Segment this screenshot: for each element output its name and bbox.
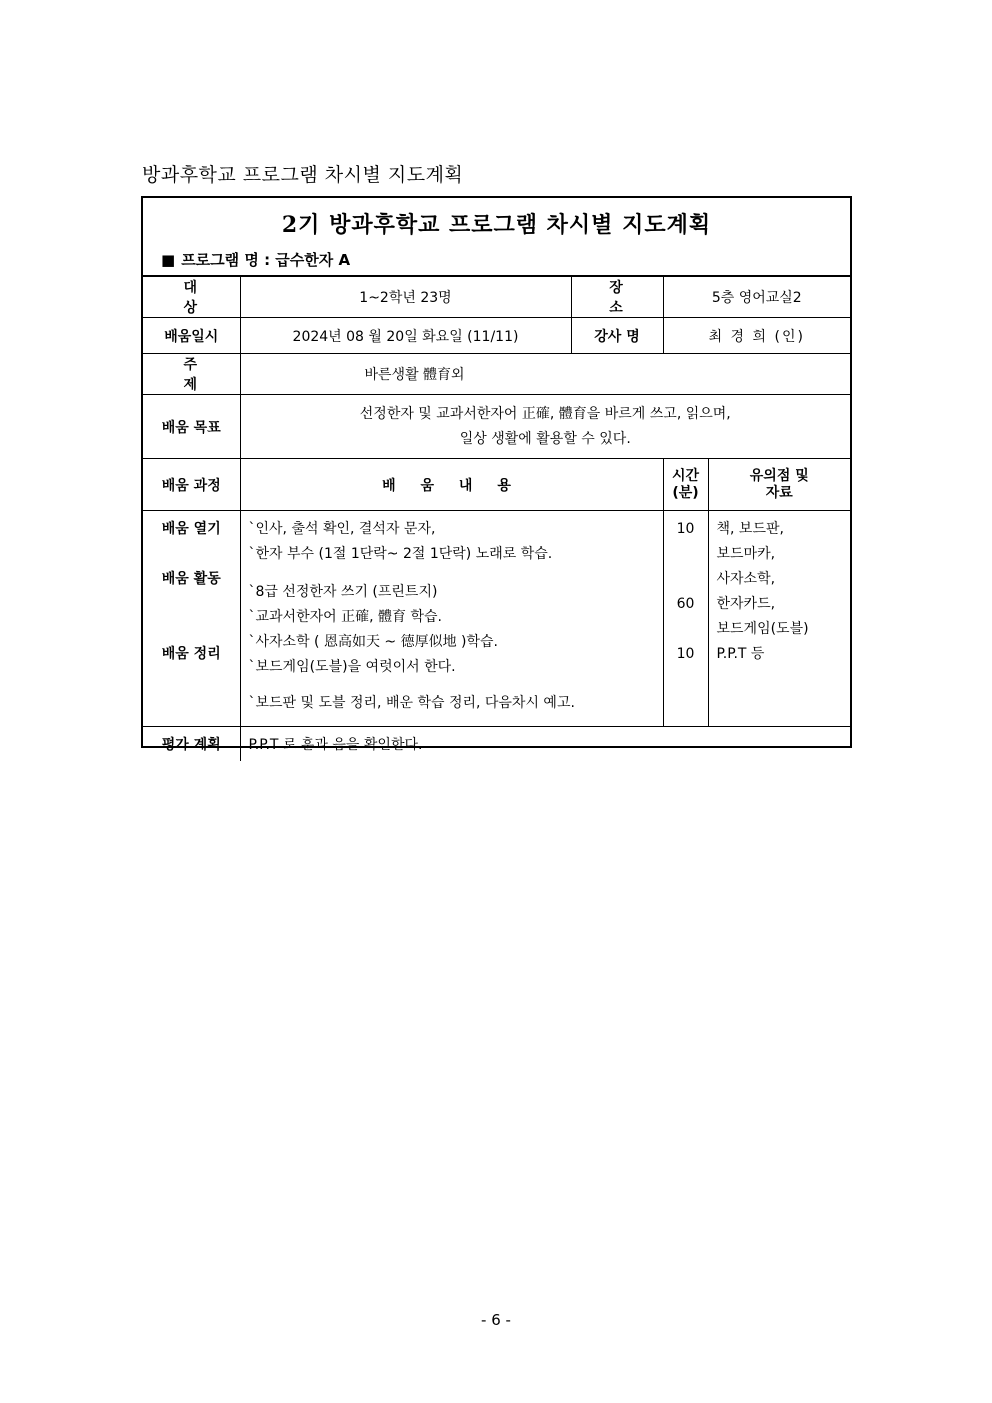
stage-closing: 배움 정리 [161, 646, 221, 662]
process-times [663, 511, 708, 727]
material-line: 책, 보드판, [716, 521, 784, 537]
time-value: 10 [676, 521, 695, 537]
notes-header: 유의점 및 자료 [708, 459, 850, 511]
goal-line: 선정한자 및 교과서한자어 正確, 體育을 바르게 쓰고, 읽으며, [359, 405, 731, 422]
square-bullet-icon: ■ [161, 251, 176, 269]
content-line: `한자 부수 (1절 1단락~ 2절 1단락) 노래로 학습. [248, 546, 553, 562]
goal-text [240, 395, 850, 459]
goal-label: 배움 목표 [143, 395, 240, 459]
date-label: 배움일시 [143, 318, 240, 354]
content-line: `보드게임(도블)을 여럿이서 한다. [248, 659, 456, 675]
content-line: `교과서한자어 正確, 體育 학습. [248, 609, 442, 625]
process-row [143, 511, 850, 727]
document-heading: 방과후학교 프로그램 차시별 지도계획 [142, 164, 464, 186]
stage-opening: 배움 열기 [161, 521, 221, 537]
plan-table [143, 275, 850, 761]
plan-title: 2기 방과후학교 프로그램 차시별 지도계획 [281, 212, 712, 238]
material-line: 한자카드, [716, 596, 776, 612]
process-header: 배움 과정 [143, 459, 240, 511]
process-content [240, 511, 663, 727]
goal-line: 일상 생활에 활용할 수 있다. [459, 430, 631, 447]
plan-frame [141, 196, 852, 753]
teacher-label: 강사 명 [571, 318, 663, 354]
evaluation-value: P.P.T 로 훈과 음을 확인한다. [240, 727, 850, 761]
material-line: P.P.T 등 [716, 646, 765, 662]
content-line: `사자소학 ( 恩高如天 ~ 德厚似地 )학습. [248, 634, 498, 650]
material-line: 보드마카, [716, 546, 776, 562]
target-row [143, 276, 850, 318]
place-label: 장 소 [571, 276, 663, 318]
content-line: `인사, 출석 확인, 결석자 문자, [248, 521, 436, 537]
target-value: 1~2학년 23명 [240, 276, 571, 318]
teacher-value: 최 경 희 (인) [663, 318, 850, 354]
program-name-line [161, 249, 350, 270]
time-value: 60 [676, 596, 695, 612]
material-line: 사자소학, [716, 571, 776, 587]
date-row [143, 318, 850, 354]
time-header: 시간 (분) [663, 459, 708, 511]
date-value: 2024년 08 월 20일 화요일 (11/11) [240, 318, 571, 354]
topic-value: 바른생활 體育외 [240, 354, 850, 395]
evaluation-label: 평가 계획 [143, 727, 240, 761]
title-block [143, 198, 850, 276]
content-line: `8급 선정한자 쓰기 (프린트지) [248, 584, 438, 600]
time-value: 10 [676, 646, 695, 662]
process-header-row [143, 459, 850, 511]
place-value: 5층 영어교실2 [663, 276, 850, 318]
goal-row [143, 395, 850, 459]
process-materials [708, 511, 850, 727]
material-line: 보드게임(도블) [716, 621, 809, 637]
process-stages [143, 511, 240, 727]
evaluation-row [143, 727, 850, 761]
topic-row [143, 354, 850, 395]
program-name: 프로그램 명 : 급수한자 A [181, 251, 351, 269]
content-header: 배 움 내 용 [240, 459, 663, 511]
page-number: - 6 - [481, 1311, 511, 1329]
topic-label: 주 제 [143, 354, 240, 395]
content-line: `보드판 및 도블 정리, 배운 학습 정리, 다음차시 예고. [248, 695, 575, 711]
stage-activity: 배움 활동 [161, 571, 221, 587]
target-label: 대 상 [143, 276, 240, 318]
